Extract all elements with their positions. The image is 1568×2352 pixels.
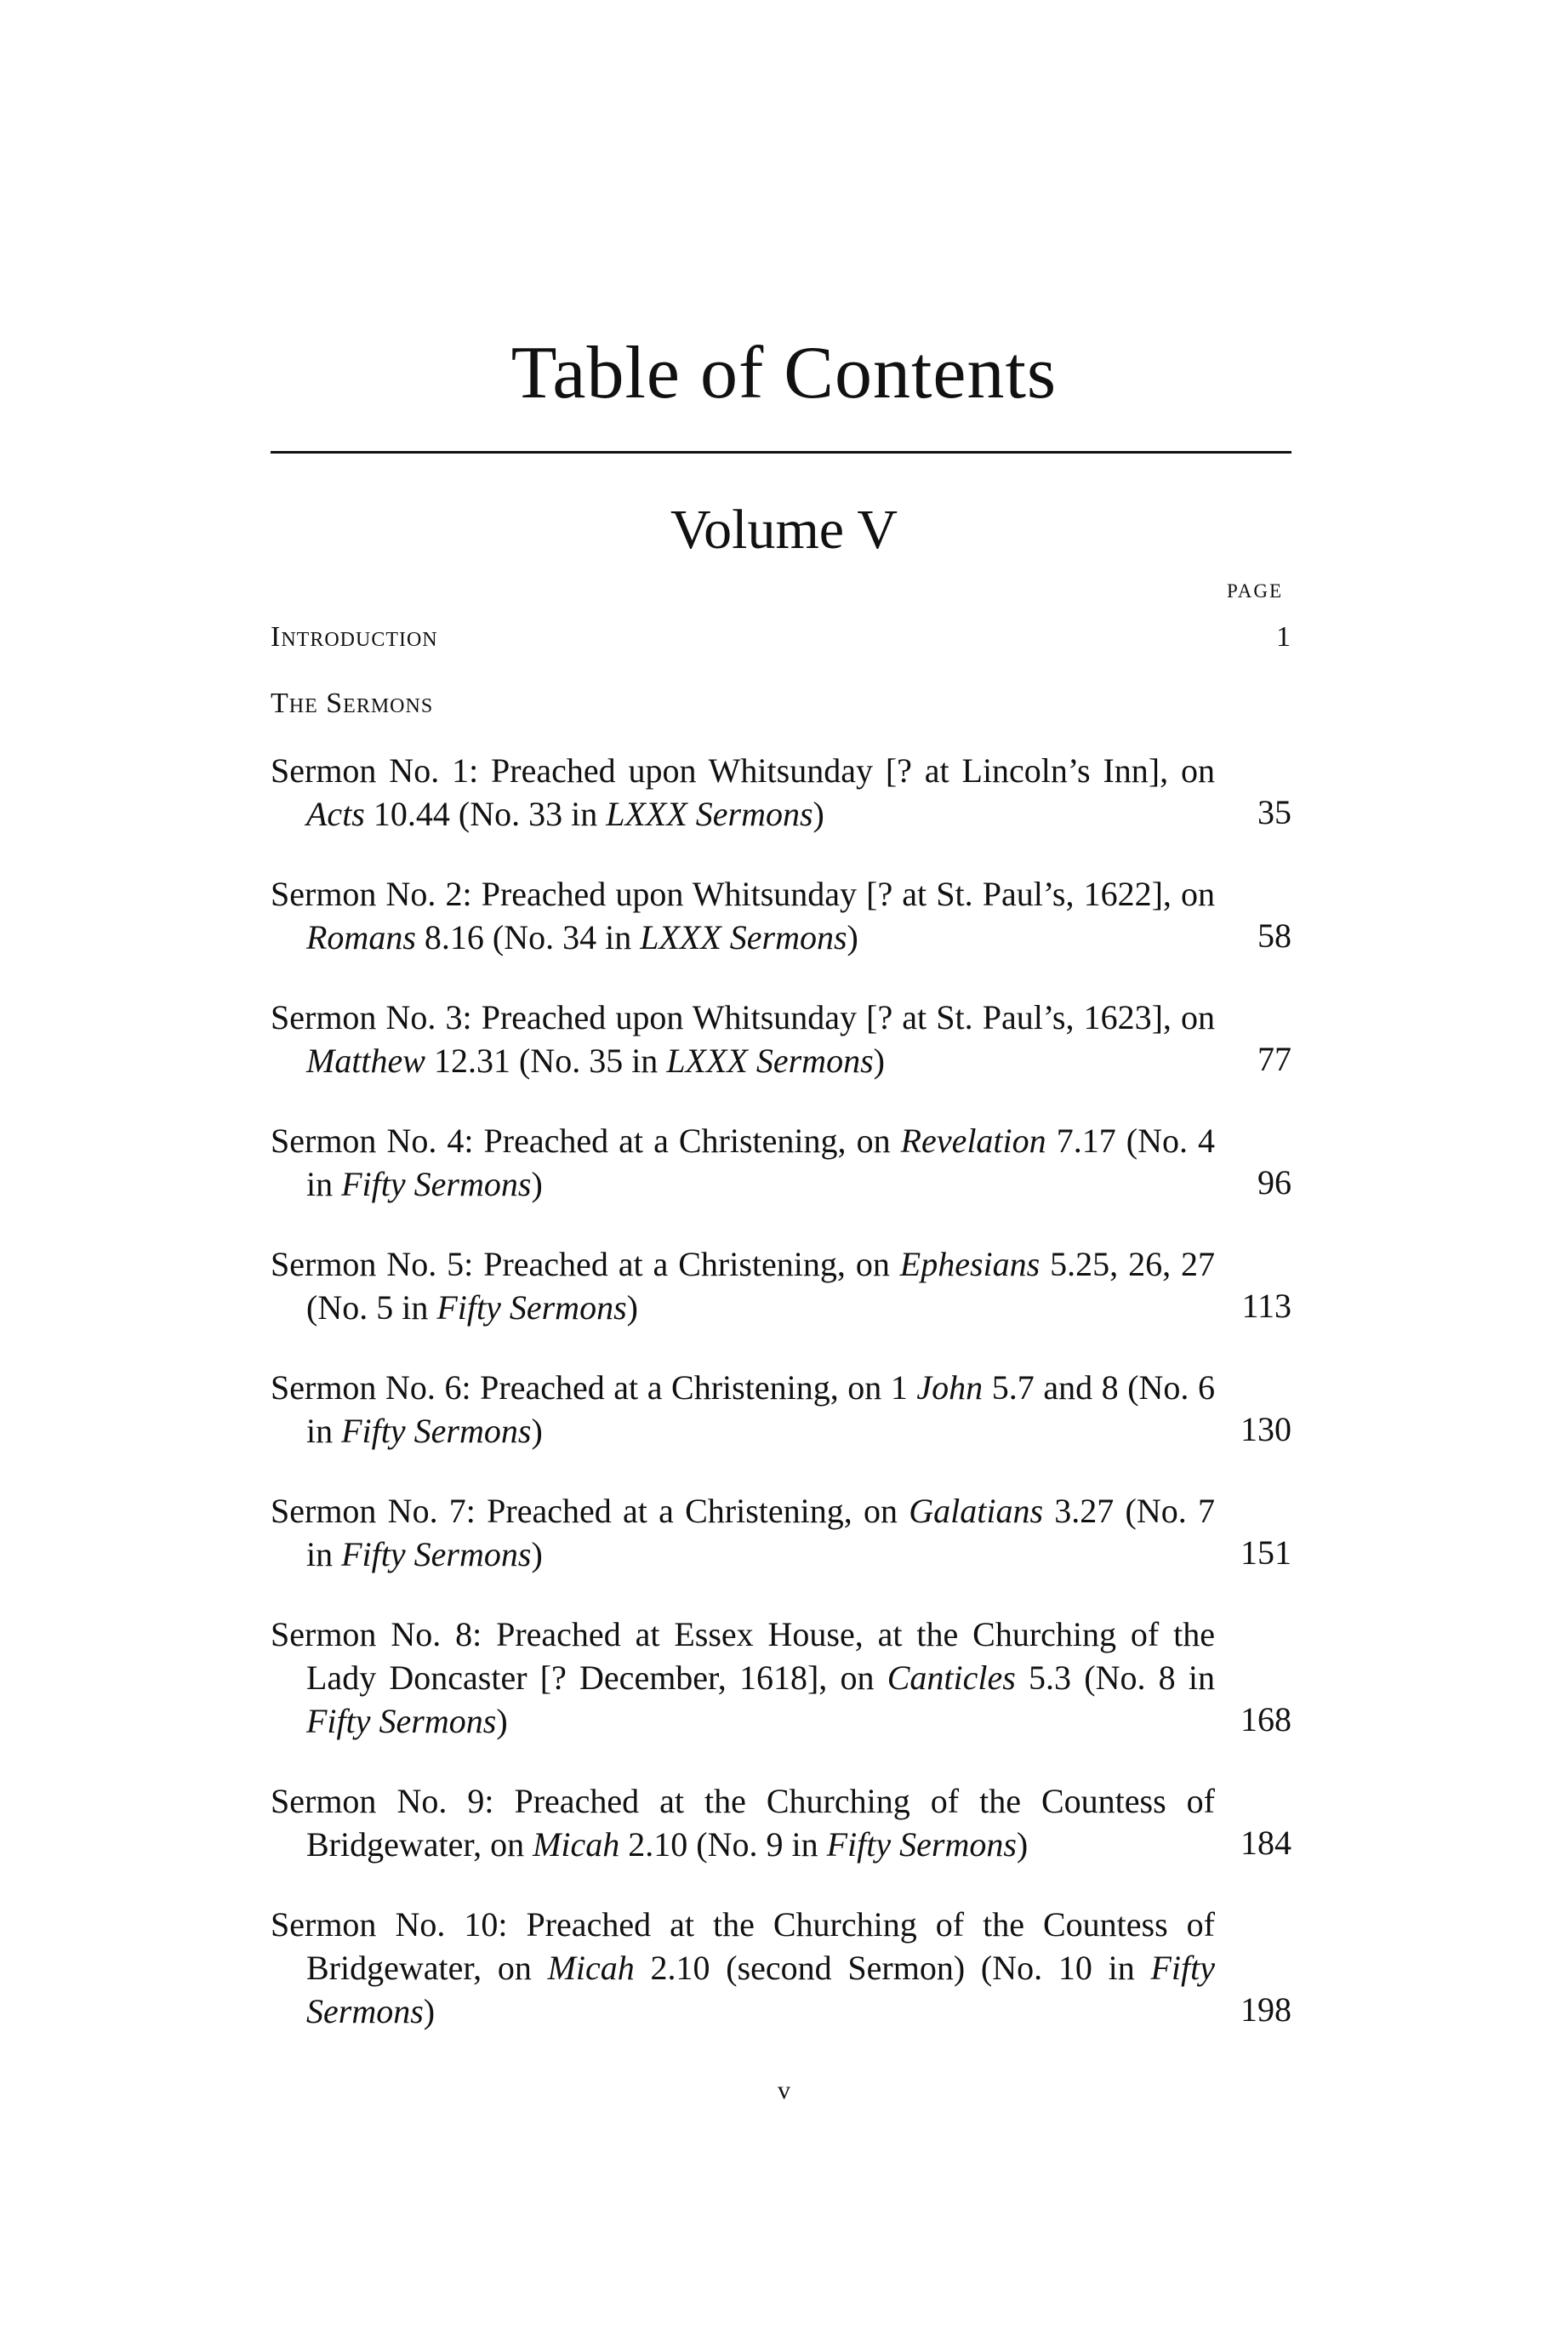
volume-title: Volume V: [670, 499, 898, 561]
entry-text: [271, 1613, 1291, 1743]
entry-text-part: ): [813, 795, 824, 833]
entry-text-part: Sermon No. 8: Preached at Essex House, at the Churching of the Lady Doncaster [? December, 1618], on: [271, 1615, 1215, 1697]
page-number: 77: [1257, 1040, 1291, 1078]
toc-entry-sermon: [271, 1903, 1291, 2033]
entry-text: [271, 1489, 1291, 1576]
collection-title: Fifty Sermons: [306, 1702, 497, 1740]
entry-text-part: 5.25, 26, 27 (No. 5 in: [306, 1245, 1216, 1327]
entry-text-part: 3.27 (No. 7 in: [306, 1492, 1216, 1573]
entry-text-part: ): [626, 1288, 638, 1327]
entry-text-part: ): [873, 1042, 885, 1080]
entry-text-part: ): [423, 1992, 436, 2030]
entry-text-part: Sermon No. 9: Preached at the Churching of the Countess of Bridgewater, on: [271, 1782, 1215, 1864]
toc-entry-sermon: [271, 1366, 1291, 1453]
page-number: 168: [1240, 1700, 1291, 1738]
page-number: 151: [1240, 1533, 1291, 1572]
entry-text-part: 8.16 (No. 34 in: [415, 918, 641, 956]
collection-title: LXXX Sermons: [666, 1042, 874, 1080]
collection-title: Fifty Sermons: [306, 1949, 1216, 2030]
entry-text-part: ): [847, 918, 858, 956]
page-number: 1: [1276, 621, 1291, 653]
page-title: Table of Contents: [510, 332, 1058, 414]
entry-text-part: Sermon No. 5: Preached at a Christening, on: [271, 1245, 900, 1283]
entry-text-part: 12.31 (No. 35 in: [425, 1042, 667, 1080]
toc-entry-sermon: [271, 872, 1291, 959]
section-label: The Sermons: [271, 688, 434, 719]
collection-title: Fifty Sermons: [341, 1165, 532, 1203]
toc-entry-sermon: [271, 749, 1291, 836]
page-number: 113: [1241, 1287, 1291, 1325]
entry-text-part: 5.3 (No. 8 in: [1015, 1658, 1215, 1697]
entry-text-part: 10.44 (No. 33 in: [364, 795, 607, 833]
entry-text-part: 7.17 (No. 4 in: [306, 1122, 1215, 1203]
scripture-book: Matthew: [306, 1042, 425, 1080]
entry-text: [271, 749, 1291, 836]
entry-text-part: ): [1016, 1825, 1029, 1864]
page-number: 130: [1240, 1410, 1291, 1448]
page-column-header: PAGE: [1227, 580, 1283, 602]
page-folio: v: [778, 2076, 790, 2104]
page-number: 198: [1240, 1990, 1291, 2029]
scripture-book: Acts: [306, 795, 365, 833]
entry-text-part: 2.10 (second Sermon) (No. 10 in: [634, 1949, 1151, 1987]
scripture-book: Micah: [547, 1949, 635, 1987]
entry-text-part: Sermon No. 2: Preached upon Whitsunday [? at St. Paul’s, 1622], on: [271, 875, 1215, 913]
toc-entry-sermon: [271, 1613, 1291, 1743]
scripture-book: Revelation: [900, 1122, 1046, 1160]
entry-text: [271, 1366, 1291, 1453]
scripture-book: Ephesians: [899, 1245, 1041, 1283]
toc-entry-sermon: [271, 1779, 1291, 1866]
entry-text: [271, 996, 1291, 1082]
page-number: 96: [1257, 1163, 1291, 1202]
entry-text-part: Sermon No. 4: Preached at a Christening, on: [271, 1122, 901, 1160]
collection-title: Fifty Sermons: [826, 1825, 1017, 1864]
collection-title: Fifty Sermons: [341, 1412, 532, 1450]
entry-text: [271, 1779, 1291, 1866]
entry-text-part: ): [496, 1702, 508, 1740]
entry-text-part: Sermon No. 7: Preached at a Christening, on: [271, 1492, 909, 1530]
collection-title: Fifty Sermons: [436, 1288, 627, 1327]
entry-label: Introduction: [271, 621, 438, 653]
sermon-list: [271, 749, 1291, 2069]
scripture-book: Romans: [306, 918, 416, 956]
entry-text-part: 2.10 (No. 9 in: [619, 1825, 827, 1864]
toc-entry-sermon: [271, 1119, 1291, 1206]
entry-text: [271, 1903, 1291, 2033]
toc-section-the-sermons: [271, 688, 1291, 720]
title-rule: [271, 451, 1291, 454]
page-number: 58: [1257, 916, 1291, 955]
entry-text-part: Sermon No. 6: Preached at a Christening, on 1: [271, 1368, 917, 1407]
entry-text-part: Sermon No. 1: Preached upon Whitsunday [? at Lincoln’s Inn], on: [271, 751, 1215, 790]
page-number: 35: [1257, 793, 1291, 831]
scripture-book: Galatians: [909, 1492, 1044, 1530]
entry-text: [271, 1242, 1291, 1329]
entry-text-part: ): [531, 1412, 543, 1450]
entry-text-part: ): [531, 1165, 543, 1203]
page-number: 184: [1240, 1824, 1291, 1862]
scripture-book: Canticles: [887, 1658, 1016, 1697]
entry-text-part: Sermon No. 10: Preached at the Churching of the Countess of Bridgewater, on: [271, 1905, 1215, 1987]
toc-entry-sermon: [271, 1489, 1291, 1576]
entry-text-part: ): [531, 1535, 543, 1573]
entry-text-part: Sermon No. 3: Preached upon Whitsunday [? at St. Paul’s, 1623], on: [271, 998, 1215, 1036]
toc-entry-sermon: [271, 1242, 1291, 1329]
collection-title: Fifty Sermons: [341, 1535, 532, 1573]
entry-text: [271, 872, 1291, 959]
toc-entry-sermon: [271, 996, 1291, 1082]
entry-text: [271, 1119, 1291, 1206]
collection-title: LXXX Sermons: [640, 918, 847, 956]
scripture-book: Micah: [533, 1825, 620, 1864]
entry-text-part: 5.7 and 8 (No. 6 in: [306, 1368, 1215, 1450]
scripture-book: John: [916, 1368, 984, 1407]
collection-title: LXXX Sermons: [606, 795, 813, 833]
toc-entry-introduction: [271, 621, 1291, 654]
